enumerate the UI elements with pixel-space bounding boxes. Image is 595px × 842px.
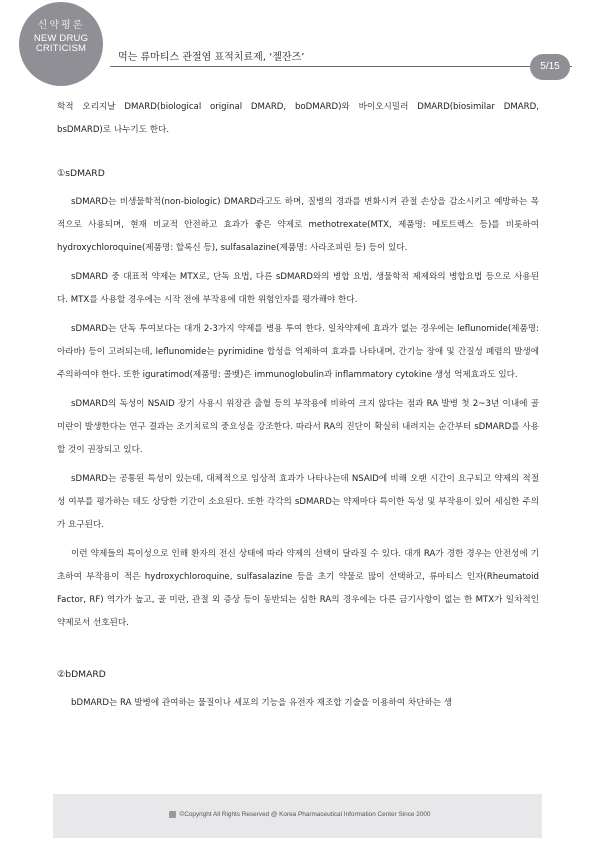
page-number-badge: 5/15 [530,54,570,80]
section-heading-sdmard: ①sDMARD [57,168,105,179]
paragraph: sDMARD는 단독 투여보다는 대개 2-3가지 약제를 병용 투여 한다. 일차약제에 효과가 없는 경우에는 leflunomide(제품명: 아라바) 등이 고려되는데, leflunomide는 pyrimidine 합성을 억제하여 효과를 나타내며, 간기능 장애 및 간질성 폐렴의 발생에 주의하여야 한다. 또한 iguratimod(제품명: 콜벳)은 immunoglobulin과 inflammatory cytokine 생성 억제효과도 있다. [57,324,539,380]
paragraph: bDMARD는 RA 발병에 관여하는 물질이나 세포의 기능을 유전자 재조합 기술을 이용하여 차단하는 생 [71,698,453,708]
logo-line2: CRITICISM [35,43,87,54]
header-divider [110,66,572,67]
copyright-text: ©Copyright All Rights Reserved @ Korea Pharmaceutical Information Center Since 2000 [179,811,431,819]
copyright-icon [169,811,176,818]
paragraph: sDMARD 중 대표적 약제는 MTX로, 단독 요법, 다른 sDMARD와의 병합 요법, 생물학적 제제와의 병합요법 등으로 사용된다. MTX를 사용할 경우에는 시작 전에 부작용에 대한 위험인자를 평가해야 한다. [57,272,539,305]
intro-paragraph: 학적 오리지날 DMARD(biological original DMARD, boDMARD)와 바이오시밀러 DMARD(biosimilar DMARD, bsDMARD)로 나누기도 한다. [57,102,539,135]
footer-copyright [55,811,544,818]
logo-korean-text: 신약평론 [37,20,85,31]
page-title: 먹는 류마티스 관절염 표적치료제, ‘젤잔즈’ [118,52,305,63]
paragraph: 이런 약제들의 특이성으로 인해 환자의 전신 상태에 따라 약제의 선택이 달라질 수 있다. 대개 RA가 경한 경우는 안전성에 기초하여 부작용이 적은 hydroxychloroquine, sulfasalazine 등을 초기 약물로 많이 선택하고, 류마티스 인자(Rheumatoid Factor, RF) 역가가 높고, 골 미란, 관절 외 증상 등이 동반되는 심한 RA의 경우에는 다른 금기사항이 없는 한 MTX가 일차적인 약제로서 선호된다. [57,549,539,628]
document-body [57,96,539,721]
section-heading-bdmard: ②bDMARD [57,669,106,680]
logo [19,10,103,54]
paragraph: sDMARD의 독성이 NSAID 장기 사용시 위장관 출혈 등의 부작용에 비하여 크지 않다는 점과 RA 발병 첫 2~3년 이내에 골 미란이 발생한다는 연구 결과는 조기치료의 중요성을 강조한다. 따라서 RA의 진단이 확실히 내려지는 순간부터 sDMARD를 사용할 것이 권장되고 있다. [57,399,539,455]
logo-line1: NEW DRUG [33,33,89,44]
paragraph: sDMARD는 공통된 특성이 있는데, 대체적으로 임상적 효과가 나타나는데 NSAID에 비해 오랜 시간이 요구되고 약제의 적절성 여부를 평가하는 데도 상당한 기간이 소요된다. 또한 각각의 sDMARD는 약제마다 특이한 독성 및 부작용이 있어 세심한 주의가 요구된다. [57,474,539,530]
paragraph: sDMARD는 비생물학적(non-biologic) DMARD라고도 하며, 질병의 경과를 변화시켜 관절 손상을 감소시키고 예방하는 목적으로 사용되며, 현재 비교적 안전하고 효과가 좋은 약제로 methotrexate(MTX, 제품명: 메토트렉스 등)를 비롯하여 hydroxychloroquine(제품명: 할록신 등), sulfasalazine(제품명: 사라조피린 등) 등이 있다. [57,197,539,253]
